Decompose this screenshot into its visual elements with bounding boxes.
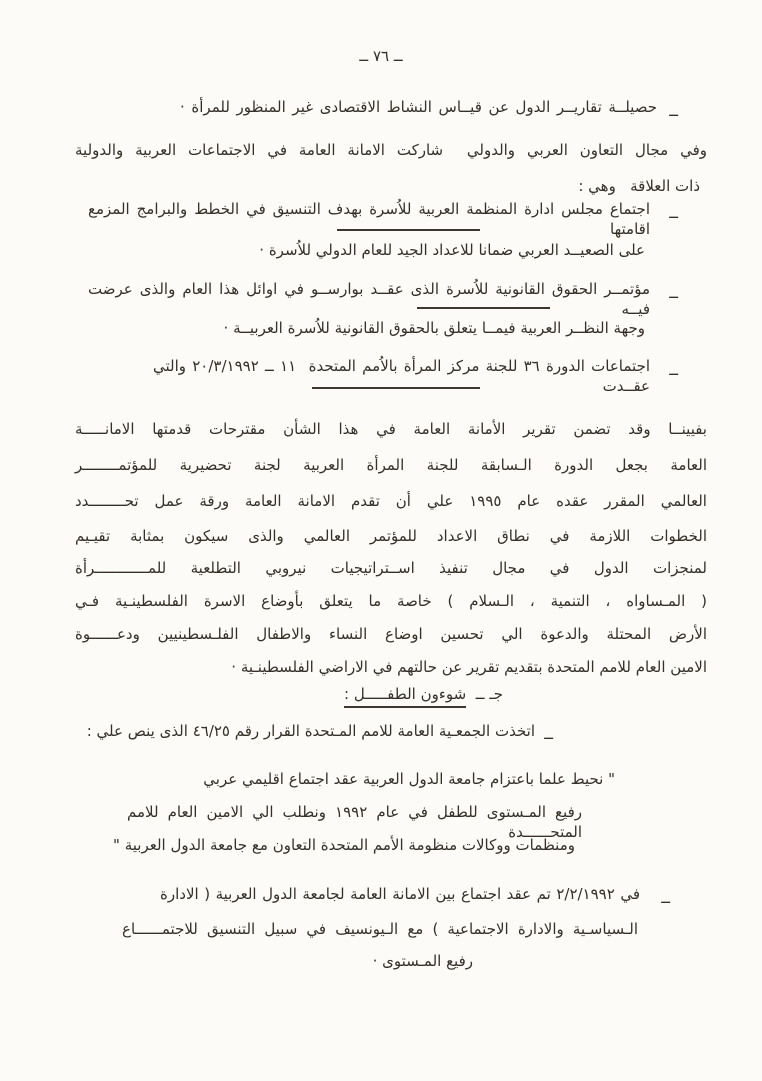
underline-mark: [337, 229, 480, 231]
text-line: العالمي المقرر عقده عام ١٩٩٥ علي أن تقدم الامانة العامة ورقة عمل تحــــــــدد: [75, 492, 707, 510]
bullet-dash: ــ: [669, 361, 678, 379]
text-line: مؤتمــر الحقوق القانونية للاُسرة الذى عقــد بوارســو في اوائل هذا العام والذى عرضت فيــه: [88, 280, 650, 318]
text-line: رفيع المـستوى ·: [372, 952, 473, 970]
text-line: اتخذت الجمعـية العامة للامم المـتحدة القرار رقم ٤٦/٢٥ الذى ينص علي :: [86, 722, 535, 740]
page-number: ــ ٧٦ ــ: [359, 47, 403, 65]
text-line: ( المـساواه ، التنمية ، الـسلام ) خاصة ما يتعلق بأوضاع الاسرة الفلسطينـية فـي: [75, 592, 707, 610]
text-line: اجتماع مجلس ادارة المنظمة العربية للاُسرة بهدف التنسيق في الخطط والبرامج المزمع اقامتها: [88, 200, 650, 238]
text-line: لمنجزات الدول في مجال تنفيذ اســتراتيجيات نيروبي التطلعية للمــــــــــــرأة: [75, 559, 707, 577]
text-line: اجتماعات الدورة ٣٦ للجنة مركز المرأة بالاُمم المتحدة ١١ ــ ٢٠/٣/١٩٩٢ والتي عقــدت: [153, 357, 651, 395]
text-line: الـسياسـية والادارة الاجتماعية ) مع الـيونسيف في سبيل التنسيق للاجتمــــــاع: [122, 920, 638, 938]
text-line: حصيلــة تقاريــر الدول عن قيــاس النشاط الاقتصادى غير المنظور للمرأة ·: [180, 98, 657, 116]
bullet-dash: ــ: [661, 889, 670, 907]
section-heading: [344, 684, 503, 704]
text-line: الخطوات اللازمة في نطاق الاعداد للمؤتمر العالمي والذى سيكون بمثابة تقيـيم: [75, 527, 707, 545]
quote-line: رفيع المـستوى للطفل في عام ١٩٩٢ ونطلب الي الامين العام للامم المتحــــــدة: [127, 803, 582, 841]
quote-line: ومنظمات ووكالات منظومة الأمم المتحدة التعاون مع جامعة الدول العربية ": [113, 836, 575, 854]
underline-mark: [312, 387, 480, 389]
text-line: الأرض المحتلة والدعوة الي تحسين اوضاع النساء والاطفال الفلـسطينيين ودعــــــوة: [75, 625, 707, 643]
bullet-dash: ــ: [669, 204, 678, 222]
text-line: بفيينــا وقد تضمن تقرير الأمانة العامة في هذا الشأن مقترحات قدمتها الامانـــــة: [75, 420, 707, 438]
text-line: في ٢/٢/١٩٩٢ تم عقد اجتماع بين الامانة العامة لجامعة الدول العربية ( الادارة: [160, 885, 640, 903]
bullet-dash: ــ: [669, 102, 678, 120]
underline-mark: [417, 307, 550, 309]
text-line: العامة بجعل الدورة الـسابقة للجنة المرأة العربية لجنة تحضيرية للمؤتمــــــــر: [75, 456, 707, 474]
text-line: وجهة النظــر العربية فيمــا يتعلق بالحقوق القانونية للاُسرة العربيــة ·: [223, 319, 645, 337]
bullet-dash: ــ: [544, 725, 553, 743]
bullet-dash: ــ: [669, 284, 678, 302]
section-heading-label: جـ ــ: [475, 685, 503, 703]
section-heading-title: شوءون الطفـــــل :: [344, 685, 466, 708]
text-line: على الصعيــد العربي ضمانا للاعداد الجيد للعام الدولي للاُسرة ·: [259, 241, 645, 259]
text-line: وفي مجال التعاون العربي والدولي شاركت الامانة العامة في الاجتماعات العربية والدولية: [75, 141, 707, 159]
text-line: ذات العلاقة وهي :: [578, 177, 700, 195]
text-line: الامين العام للامم المتحدة بتقديم تقرير عن حالتهم في الاراضي الفلسطينـية ·: [231, 658, 707, 676]
quote-line: " نحيط علما باعتزام جامعة الدول العربية عقد اجتماع اقليمي عربي: [203, 770, 615, 788]
